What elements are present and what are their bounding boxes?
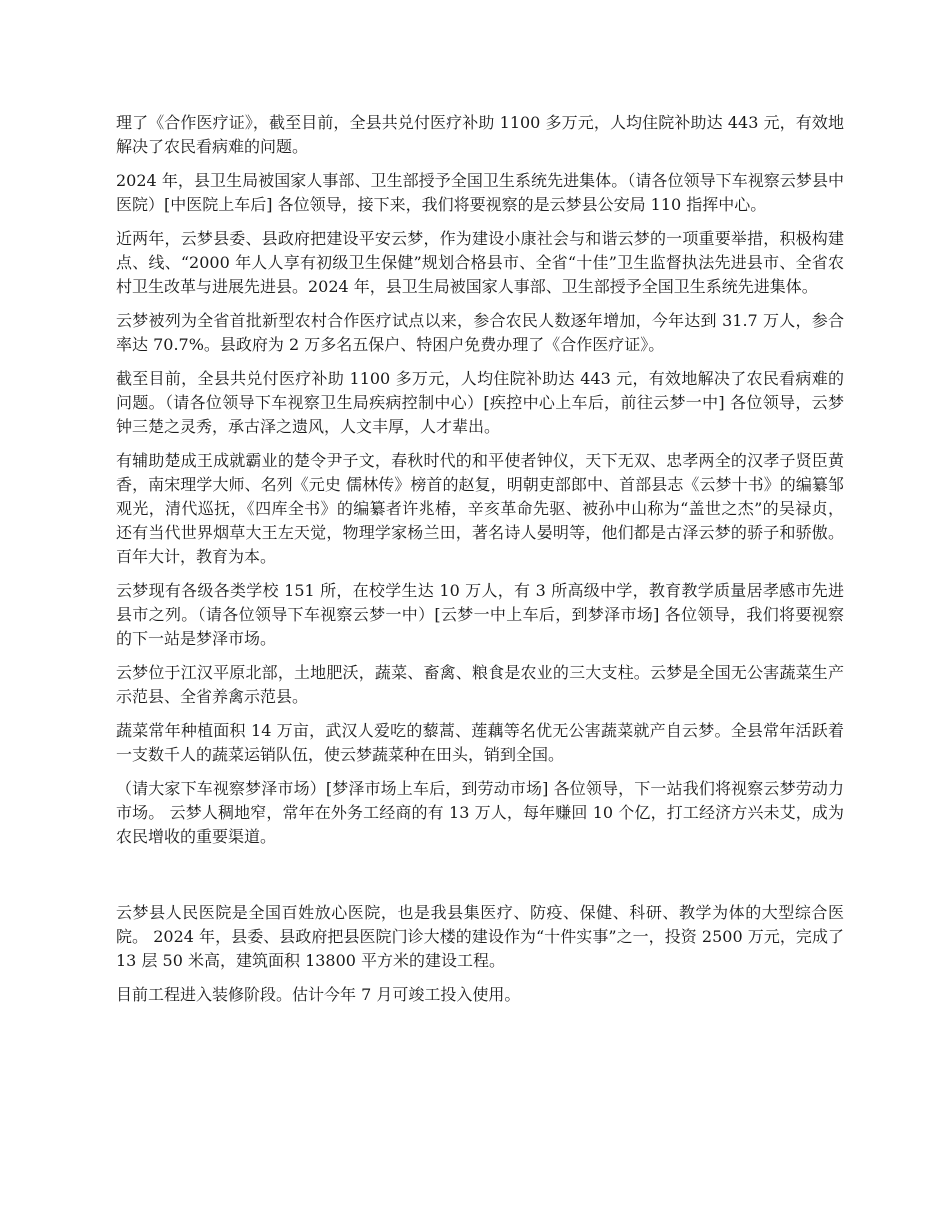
paragraph: 目前工程进入装修阶段。估计今年 7 月可竣工投入使用。 [116,985,521,1004]
paragraph: 有辅助楚成王成就霸业的楚令尹子文，春秋时代的和平使者钟仪，天下无双、忠孝两全的汉孝子贤臣黄香，南宋理学大师、名列《元史 儒林传》榜首的赵复，明朝吏部郎中、首部县志《云梦十书》的编纂邹观光，清代巡抚，《四库全书》的编纂者许兆椿，辛亥革命先驱、被孙中山称为“盖世之杰”的吴禄贞，还有当代世界烟草大王左天觉，物理学家杨兰田，著名诗人晏明等，他们都是古泽云梦的骄子和骄傲。 百年大计，教育为本。 [116,451,844,566]
paragraph: 云梦县人民医院是全国百姓放心医院，也是我县集医疗、防疫、保健、科研、教学为体的大型综合医院。 2024 年，县委、县政府把县医院门诊大楼的建设作为“十件实事”之一，投资 2500 万元，完成了 13 层 50 米高，建筑面积 13800 平方米的建设工程。 [116,903,844,970]
paragraph: 截至目前，全县共兑付医疗补助 1100 多万元，人均住院补助达 443 元，有效地解决了农民看病难的问题。（请各位领导下车视察卫生局疾病控制中心）[疾控中心上车后，前往云梦一中] 各位领导，云梦钟三楚之灵秀，承古泽之遗风，人文丰厚，人才辈出。 [116,369,844,436]
paragraph: 云梦位于江汉平原北部，土地肥沃，蔬菜、畜禽、粮食是农业的三大支柱。云梦是全国无公害蔬菜生产示范县、全省养禽示范县。 [116,663,844,706]
paragraph: 理了《合作医疗证》，截至目前，全县共兑付医疗补助 1100 多万元，人均住院补助达 443 元，有效地解决了农民看病难的问题。 [116,113,844,156]
paragraph: （请大家下车视察梦泽市场）[梦泽市场上车后，到劳动市场] 各位领导，下一站我们将视察云梦劳动力市场。 云梦人稠地窄，常年在外务工经商的有 13 万人，每年赚回 10 个亿，打工经济方兴未艾，成为农民增收的重要渠道。 [116,779,844,846]
paragraph: 蔬菜常年种植面积 14 万亩，武汉人爱吃的藜蒿、莲藕等名优无公害蔬菜就产自云梦。全县常年活跃着一支数千人的蔬菜运销队伍，使云梦蔬菜种在田头，销到全国。 [116,721,844,764]
paragraph: 近两年，云梦县委、县政府把建设平安云梦，作为建设小康社会与和谐云梦的一项重要举措，积极构建点、线、“2000 年人人享有初级卫生保健”规划合格县市、全省“十佳”卫生监督执法先进县市、全省农村卫生改革与进展先进县。2024 年，县卫生局被国家人事部、卫生部授予全国卫生系统先进集体。 [116,229,844,296]
section-gap [116,859,844,901]
paragraph: 云梦现有各级各类学校 151 所，在校学生达 10 万人，有 3 所高级中学，教育教学质量居孝感市先进县市之列。（请各位领导下车视察云梦一中）[云梦一中上车后，到梦泽市场] 各位领导，我们将要视察的下一站是梦泽市场。 [116,581,844,648]
paragraph: 2024 年，县卫生局被国家人事部、卫生部授予全国卫生系统先进集体。（请各位领导下车视察云梦县中医院）[中医院上车后] 各位领导，接下来，我们将要视察的是云梦县公安局 110 指挥中心。 [116,171,844,214]
paragraph: 云梦被列为全省首批新型农村合作医疗试点以来，参合农民人数逐年增加，今年达到 31.7 万人，参合率达 70.7%。县政府为 2 万多名五保户、特困户免费办理了《合作医疗证》。 [116,311,844,354]
document-page [116,111,844,1017]
